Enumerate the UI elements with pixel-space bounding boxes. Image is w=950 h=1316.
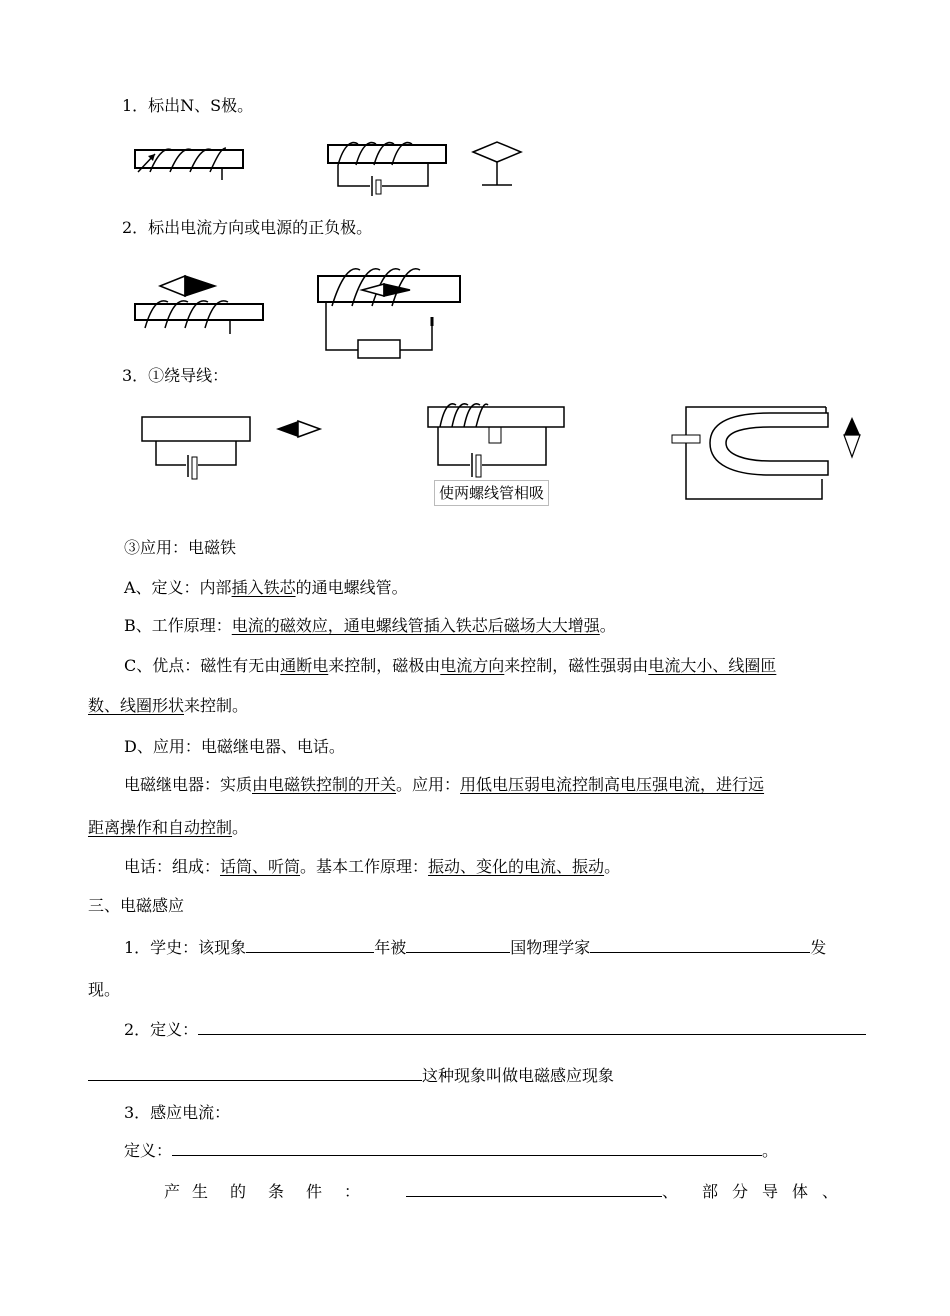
- solenoid-with-resistor-diagram: [318, 269, 460, 358]
- relay-line-2: [88, 818, 248, 838]
- history-text: 1．学史：该现象: [124, 938, 247, 957]
- history-line: [124, 936, 826, 958]
- definition-blank-2[interactable]: [88, 1064, 422, 1081]
- induced-definition-line: [124, 1139, 778, 1161]
- advantage-answer: 通断电: [280, 656, 329, 675]
- application-heading: ③应用：电磁铁: [124, 538, 237, 557]
- u-shaped-electromagnet-diagram: [672, 407, 860, 499]
- advantage-text: 来控制，磁极由: [328, 656, 441, 675]
- relay-line-1: [124, 775, 764, 795]
- condition-line: [164, 1180, 842, 1202]
- blank-solenoid-diagram: [142, 417, 320, 479]
- section-2-title: 2．标出电流方向或电源的正负极。: [122, 218, 373, 237]
- induced-definition-end: 。: [762, 1141, 779, 1160]
- condition-char: 体: [792, 1182, 809, 1201]
- relay-answer: 由电磁铁控制的开关: [252, 775, 397, 794]
- solenoid-a-diagram: [135, 148, 243, 180]
- definition-answer: 插入铁芯: [231, 578, 296, 597]
- solenoid-b-diagram: [328, 143, 446, 196]
- principle-answer: 电流的磁效应，通电螺线管插入铁芯后磁场大大增强: [231, 616, 600, 635]
- advantage-answer: 电流方向: [440, 656, 505, 675]
- principle-line: [124, 616, 616, 636]
- scientist-blank[interactable]: [590, 936, 810, 953]
- compass-needle-diagram: [473, 142, 521, 185]
- phone-line: [124, 857, 620, 877]
- country-blank[interactable]: [406, 936, 510, 953]
- condition-separator: 、: [662, 1182, 679, 1201]
- condition-char: 的: [230, 1182, 247, 1201]
- relay-text: 电磁继电器：实质: [124, 775, 253, 794]
- definition-prefix: A、定义：内部: [124, 578, 232, 597]
- condition-char: 导: [762, 1182, 779, 1201]
- principle-prefix: B、工作原理：: [124, 616, 232, 635]
- advantage-text: 来控制。: [184, 696, 249, 715]
- relay-text: 。应用：: [396, 775, 461, 794]
- phone-text: 电话：组成：: [124, 857, 221, 876]
- figure-caption: 使两螺线管相吸: [434, 480, 549, 506]
- condition-char: 产: [164, 1182, 181, 1201]
- definition-conclusion: 这种现象叫做电磁感应现象: [422, 1066, 615, 1085]
- induced-definition-blank[interactable]: [172, 1139, 762, 1156]
- condition-char: 生: [192, 1182, 209, 1201]
- principle-suffix: 。: [599, 616, 616, 635]
- advantage-text: 来控制，磁性强弱由: [504, 656, 649, 675]
- relay-answer: 用低电压弱电流控制高电压强电流，进行远: [460, 775, 765, 794]
- relay-answer: 距离操作和自动控制: [88, 818, 233, 837]
- definition-suffix: 的通电螺线管。: [295, 578, 408, 597]
- condition-char: 分: [732, 1182, 749, 1201]
- phone-answer: 话筒、听筒: [220, 857, 301, 876]
- needle-over-solenoid-diagram: [135, 276, 263, 334]
- use-line: D、应用：电磁继电器、电话。: [124, 737, 345, 756]
- section-1-title: 1．标出N、S极。: [122, 96, 254, 115]
- advantage-line-1: [124, 656, 776, 676]
- phone-text: 。基本工作原理：: [300, 857, 429, 876]
- condition-char: 、: [822, 1182, 839, 1201]
- condition-char: 件: [306, 1182, 323, 1201]
- relay-text: 。: [232, 818, 249, 837]
- figure-1-solenoids: [130, 140, 530, 200]
- definition-question: [124, 1018, 866, 1040]
- history-text: 发: [810, 938, 827, 957]
- induced-current-title: 3．感应电流：: [124, 1103, 231, 1122]
- advantage-line-2: [88, 696, 248, 716]
- year-blank[interactable]: [246, 936, 374, 953]
- definition-line: [124, 578, 408, 598]
- history-line-2: 现。: [88, 980, 121, 999]
- definition-question-2: [88, 1064, 614, 1086]
- two-solenoids-diagram: [428, 404, 564, 477]
- condition-char: 部: [702, 1182, 719, 1201]
- advantage-text: C、优点：磁性有无由: [124, 656, 281, 675]
- section-3-title: 3．①绕导线：: [122, 366, 229, 385]
- advantage-answer: 电流大小、线圈匝: [648, 656, 777, 675]
- phone-text: 。: [604, 857, 621, 876]
- section-heading: 三、电磁感应: [88, 896, 185, 915]
- advantage-answer: 数、线圈形状: [88, 696, 185, 715]
- history-text: 年被: [374, 938, 407, 957]
- definition-label: 2．定义：: [124, 1020, 199, 1039]
- phone-answer: 振动、变化的电流、振动: [428, 857, 605, 876]
- condition-blank[interactable]: [406, 1180, 662, 1197]
- history-text: 国物理学家: [510, 938, 591, 957]
- definition-blank-1[interactable]: [198, 1018, 866, 1035]
- induced-definition-label: 定义：: [124, 1141, 173, 1160]
- condition-char: ：: [344, 1182, 361, 1201]
- condition-char: 条: [268, 1182, 285, 1201]
- figure-2-solenoids: [130, 262, 470, 362]
